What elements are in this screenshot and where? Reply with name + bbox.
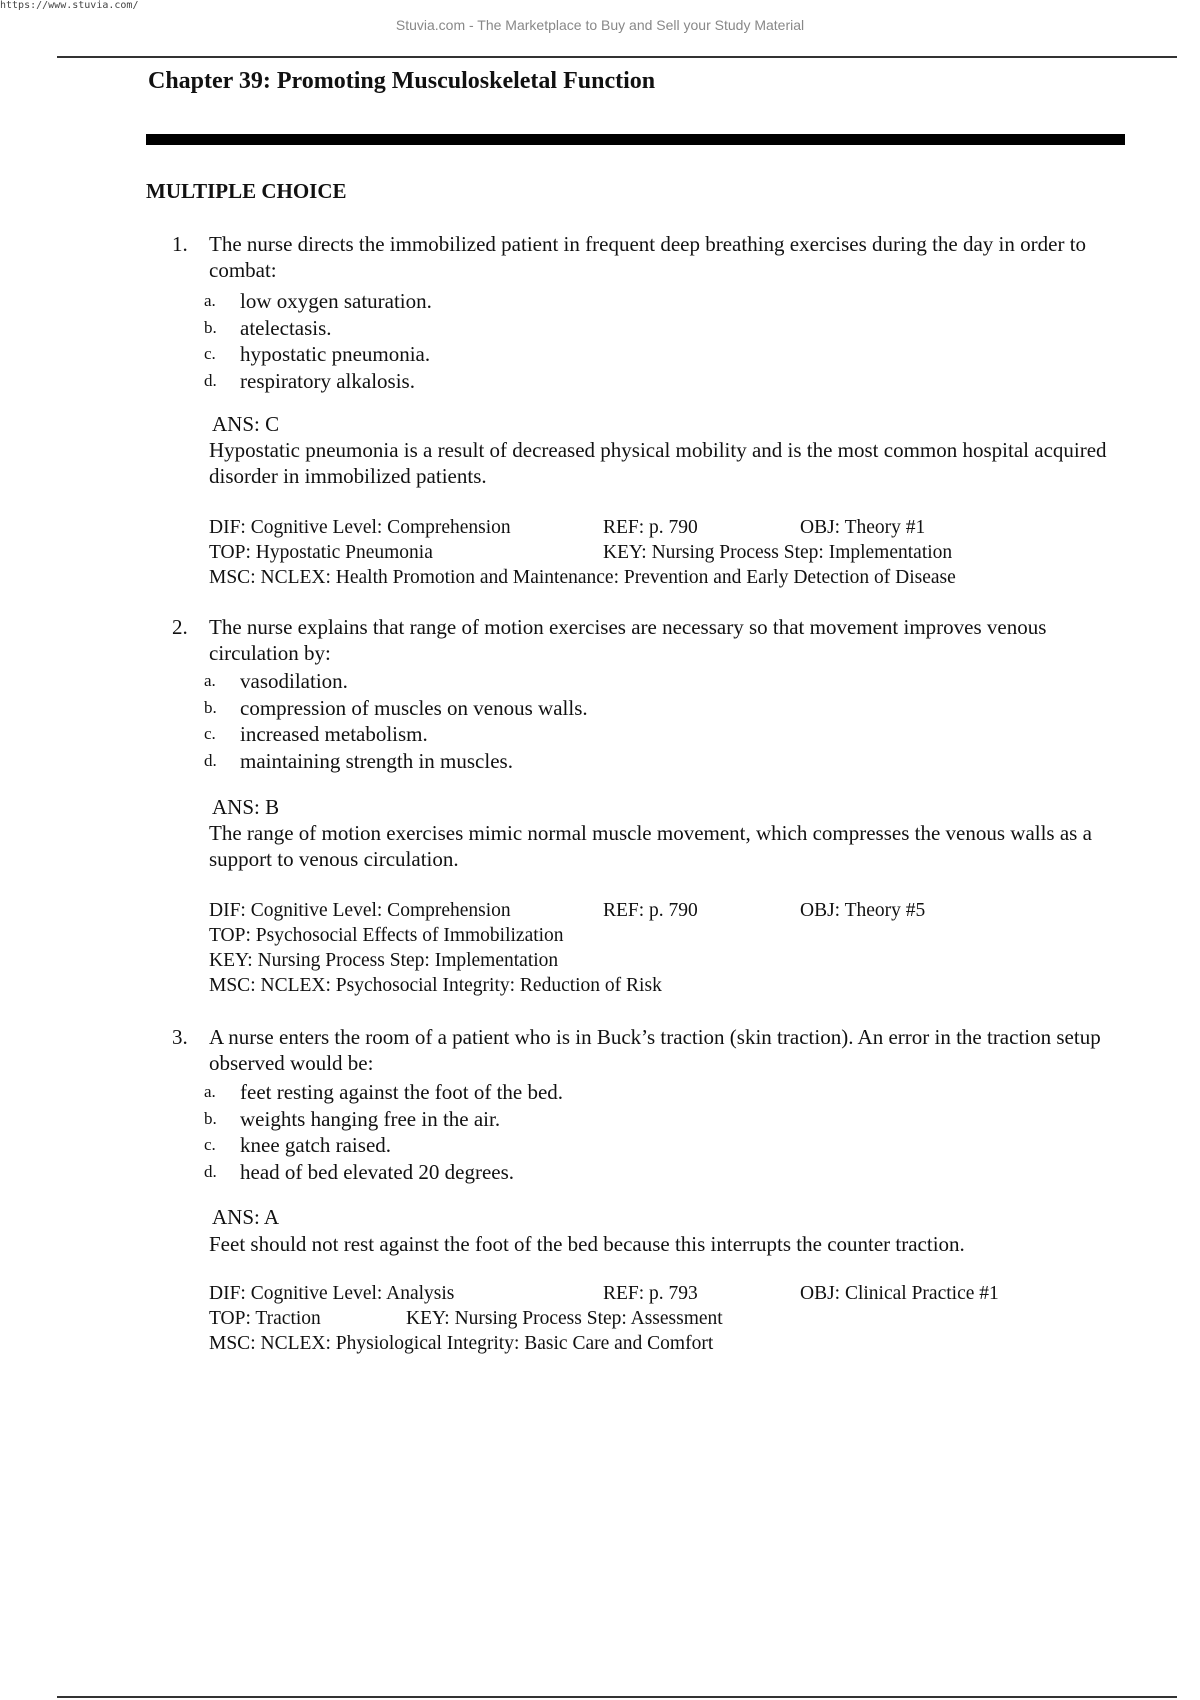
option-letter: b.: [204, 697, 217, 717]
option-text: vasodilation.: [240, 669, 348, 693]
meta-ref: REF: p. 790: [603, 900, 698, 921]
meta-ref: REF: p. 793: [603, 1283, 698, 1304]
option-d: [0, 748, 1000, 775]
meta-key: KEY: Nursing Process Step: Implementation: [603, 542, 953, 563]
option-d: [0, 1159, 1000, 1186]
option-c: [0, 341, 1000, 368]
answer-options: [0, 288, 1000, 394]
meta-top: TOP: Traction: [209, 1308, 321, 1329]
option-a: [0, 1079, 1000, 1106]
option-a: [0, 288, 1000, 315]
option-text: feet resting against the foot of the bed.: [240, 1080, 564, 1104]
option-b: [0, 1106, 1000, 1133]
chapter-title: Chapter 39: Promoting Musculoskeletal Function: [148, 68, 656, 94]
option-letter: a.: [204, 671, 216, 690]
answer-options: [0, 668, 1000, 774]
question-metadata: [0, 898, 1100, 998]
option-letter: c.: [204, 724, 216, 743]
section-heading: MULTIPLE CHOICE: [146, 179, 347, 203]
question-stem: A nurse enters the room of a patient who is in Buck’s traction (skin traction). An error in the traction setup observed would be:: [209, 1025, 1101, 1075]
option-letter: a.: [204, 1082, 216, 1101]
meta-obj: OBJ: Theory #1: [800, 517, 926, 538]
option-letter: d.: [204, 370, 217, 390]
question-metadata: [0, 515, 1100, 590]
option-b: [0, 695, 1000, 722]
answer-options: [0, 1079, 1000, 1185]
question-number: 3.: [172, 1025, 188, 1049]
meta-key: KEY: Nursing Process Step: Implementation: [209, 950, 559, 971]
answer-key: ANS: C: [212, 412, 280, 436]
rationale: Hypostatic pneumonia is a result of decreased physical mobility and is the most common hospital acquired disorder in immobilized patients.: [209, 438, 1107, 488]
option-text: respiratory alkalosis.: [240, 368, 415, 393]
option-text: weights hanging free in the air.: [240, 1106, 501, 1131]
option-letter: b.: [204, 1108, 217, 1128]
option-letter: d.: [204, 750, 217, 770]
option-letter: d.: [204, 1161, 217, 1181]
meta-msc: MSC: NCLEX: Health Promotion and Maintenance: Prevention and Early Detection of Disease: [209, 567, 956, 588]
meta-obj: OBJ: Theory #5: [800, 900, 926, 921]
meta-top: TOP: Psychosocial Effects of Immobilization: [209, 925, 564, 946]
option-text: head of bed elevated 20 degrees.: [240, 1159, 515, 1184]
answer-key: ANS: A: [212, 1205, 280, 1229]
meta-msc: MSC: NCLEX: Physiological Integrity: Basic Care and Comfort: [209, 1333, 714, 1354]
option-text: maintaining strength in muscles.: [240, 748, 513, 773]
question-number: 2.: [172, 615, 188, 639]
option-letter: c.: [204, 1135, 216, 1154]
meta-dif: DIF: Cognitive Level: Analysis: [209, 1283, 455, 1304]
option-b: [0, 315, 1000, 342]
option-c: [0, 1132, 1000, 1159]
option-letter: a.: [204, 291, 216, 310]
rationale: The range of motion exercises mimic normal muscle movement, which compresses the venous walls as a support to venous circulation.: [209, 821, 1092, 871]
option-text: atelectasis.: [240, 315, 332, 340]
source-url: https://www.stuvia.com/: [0, 0, 139, 11]
meta-dif: DIF: Cognitive Level: Comprehension: [209, 900, 511, 921]
option-text: knee gatch raised.: [240, 1133, 392, 1157]
option-text: increased metabolism.: [240, 722, 428, 746]
option-letter: c.: [204, 344, 216, 363]
rationale: Feet should not rest against the foot of the bed because this interrupts the counter traction.: [209, 1232, 965, 1256]
option-letter: b.: [204, 317, 217, 337]
option-text: hypostatic pneumonia.: [240, 342, 431, 366]
title-bar: [146, 134, 1125, 145]
header-divider: [57, 56, 1177, 58]
site-header: Stuvia.com - The Marketplace to Buy and Sell your Study Material: [395, 17, 805, 33]
question-metadata: [0, 1281, 1100, 1356]
meta-msc: MSC: NCLEX: Psychosocial Integrity: Reduction of Risk: [209, 975, 662, 996]
meta-obj: OBJ: Clinical Practice #1: [800, 1283, 999, 1304]
meta-ref: REF: p. 790: [603, 517, 698, 538]
question-stem: The nurse directs the immobilized patient in frequent deep breathing exercises during the day in order to combat:: [209, 232, 1087, 282]
option-text: compression of muscles on venous walls.: [240, 695, 588, 720]
option-d: [0, 368, 1000, 395]
meta-dif: DIF: Cognitive Level: Comprehension: [209, 517, 511, 538]
meta-top: TOP: Hypostatic Pneumonia: [209, 542, 433, 563]
option-c: [0, 721, 1000, 748]
option-text: low oxygen saturation.: [240, 289, 432, 313]
option-a: [0, 668, 1000, 695]
question-number: 1.: [172, 232, 188, 256]
answer-key: ANS: B: [212, 795, 280, 819]
footer-divider: [57, 1696, 1177, 1698]
meta-key: KEY: Nursing Process Step: Assessment: [406, 1308, 723, 1329]
question-stem: The nurse explains that range of motion exercises are necessary so that movement improves venous circulation by:: [209, 615, 1047, 665]
